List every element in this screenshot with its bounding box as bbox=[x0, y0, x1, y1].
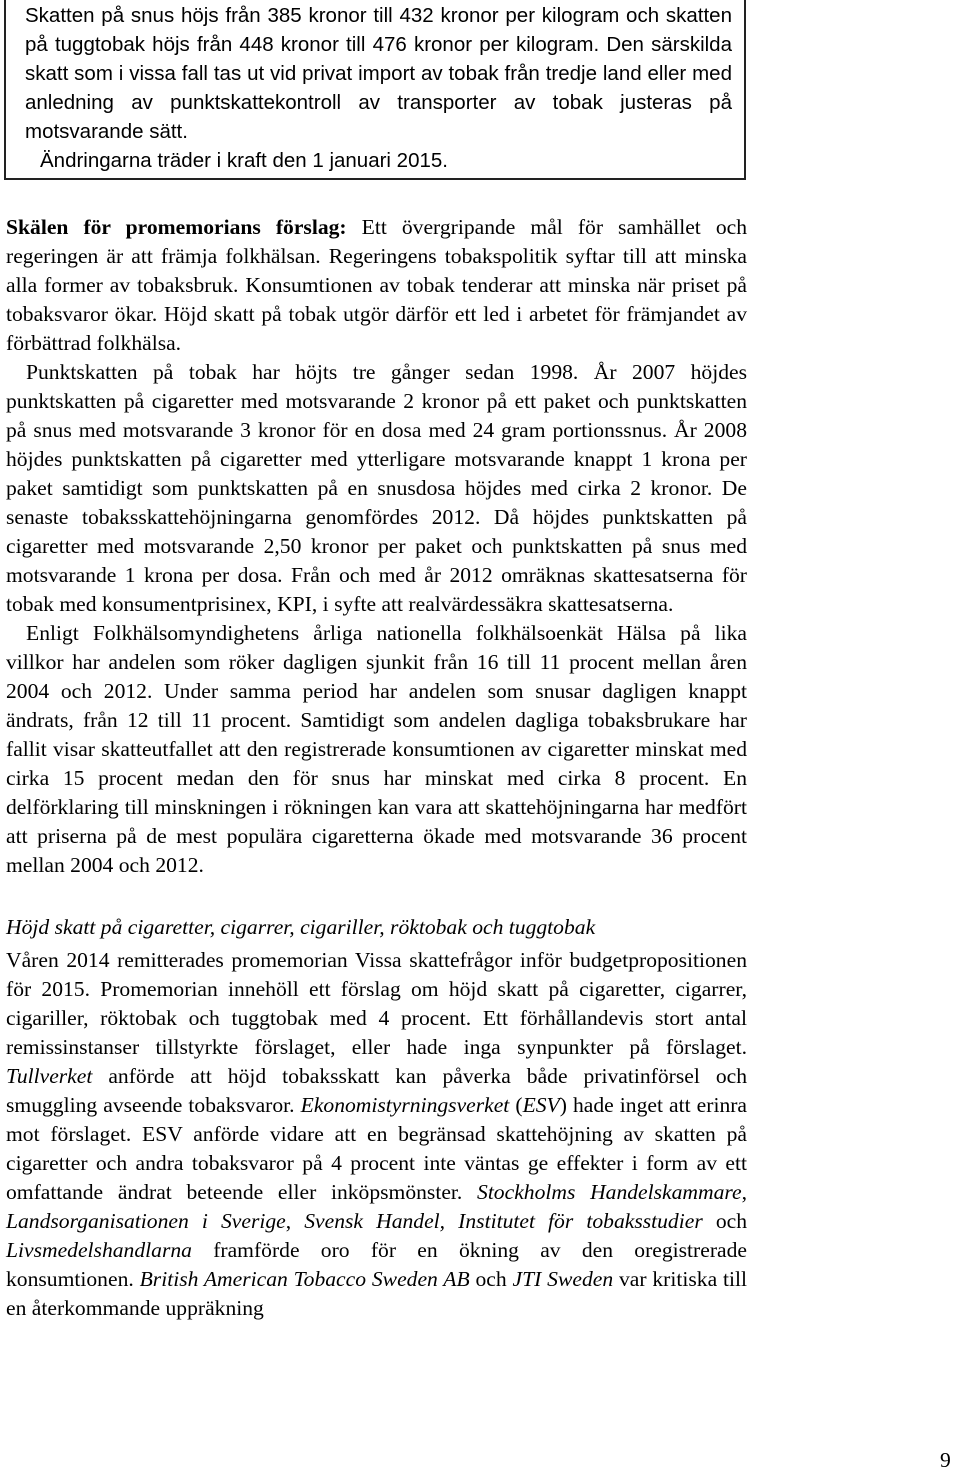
reasons-lead: Skälen för promemorians förslag: bbox=[6, 215, 347, 239]
text-run: , bbox=[741, 1180, 747, 1204]
italic-run: Tullverket bbox=[6, 1064, 93, 1088]
italic-run: Livsmedelshandlarna bbox=[6, 1238, 192, 1262]
italic-run: Ekonomistyrningsverket bbox=[300, 1093, 510, 1117]
italic-run: Landsorganisationen i Sverige bbox=[6, 1209, 286, 1233]
text-run: och bbox=[469, 1267, 513, 1291]
text-run: framförde oro för en ökning av den oregistrerade konsumtionen. bbox=[6, 1238, 747, 1291]
reasons-text: Ett övergripande mål för samhället och regeringen är att främja folkhälsan. Regeringens tobakspolitik syftar till att minska alla former av tobaksbruk. Konsumtionen av tobak tenderar att minska när priset på tobaksvaror ökar. Höjd skatt på tobak utgör därför ett led i arbetet för främjandet av förbättrad folkhälsa. bbox=[6, 215, 748, 355]
consultation-paragraph bbox=[6, 946, 747, 1323]
text-run: anförde att höjd tobaksskatt kan påverka både privatinförsel och smuggling avseende tobaksvaror. bbox=[6, 1064, 747, 1117]
italic-run: Stockholms Handelskammare bbox=[477, 1180, 742, 1204]
text-run: , bbox=[285, 1209, 305, 1233]
reasons-paragraph bbox=[6, 213, 747, 358]
italic-run: British American Tobacco Sweden AB bbox=[139, 1267, 470, 1291]
public-health-paragraph: Enligt Folkhälsomyndighetens årliga nationella folkhälsoenkät Hälsa på lika villkor har andelen som röker dagligen sjunkit från 16 till 11 procent mellan åren 2004 och 2012. Under samma period har andelen som snusar dagligen knappt ändrats, från 12 till 11 procent. Samtidigt som andelen dagliga tobaksbrukare har fallit visar skatteutfallet att den registrerade konsumtionen av cigaretter minskat med cirka 15 procent medan den för snus har minskat med cirka 8 procent. En delförklaring till minskningen i rökningen kan vara att skattehöjningarna har medfört att priserna på de mest populära cigaretterna ökade med motsvarande 36 procent mellan 2004 och 2012. bbox=[6, 621, 747, 877]
effective-date-paragraph: Ändringarna träder i kraft den 1 januari 2015. bbox=[40, 149, 448, 172]
text-run: Våren 2014 remitterades promemorian Vissa skattefrågor inför budgetpropositionen för 2015. Promemorian innehöll ett förslag om höjd skatt på cigaretter, cigarrer, cigariller, röktobak och tuggtobak med 4 procent. Ett förhållandevis stort antal remissinstanser tillstyrkte förslaget, eller hade inga synpunkter på förslaget. bbox=[6, 948, 747, 1059]
italic-run: Svensk Handel, Institutet för tobaksstudier bbox=[304, 1209, 703, 1233]
tax-history-paragraph: Punktskatten på tobak har höjts tre gånger sedan 1998. År 2007 höjdes punktskatten på cigaretter med motsvarande 2 kronor på ett paket och punktskatten på snus med motsvarande 3 kronor för en dosa med 24 gram portionssnus. År 2008 höjdes punktskatten på cigaretter med ytterligare motsvarande knappt 1 krona per paket samtidigt som punktskatten på en snusdosa höjdes med cirka 2 kronor. De senaste tobaksskattehöjningarna genomfördes 2012. Då höjdes punktskatten på cigaretter med motsvarande 2,50 kronor per paket och punktskatten på snus med motsvarande 1 krona per dosa. Från och med år 2012 omräknas skattesatserna för tobak med konsumentprisinex, KPI, i syfte att realvärdessäkra skattesatserna. bbox=[6, 360, 747, 616]
text-run: ( bbox=[509, 1093, 523, 1117]
italic-run: JTI Sweden bbox=[512, 1267, 614, 1291]
text-run: och bbox=[702, 1209, 748, 1233]
summary-box bbox=[4, 0, 746, 180]
page-number: 9 bbox=[940, 1448, 951, 1472]
summary-paragraph: Skatten på snus höjs från 385 kronor till 432 kronor per kilogram och skatten på tuggtobak höjs från 448 kronor till 476 kronor per kilogram. Den särskilda skatt som i vissa fall tas ut vid privat import av tobak från tredje land eller med anledning av punktskattekontroll av transporter av tobak justeras på motsvarande sätt. bbox=[25, 4, 732, 143]
text-run: ) hade inget att erinra mot förslaget. ESV anförde vidare att en begränsad skattehöjning av skatten på cigaretter och andra tobaksvaror på 4 procent inte väntas ge effekter i form av ett omfattande ändrat beteende eller inköpsmönster. bbox=[6, 1093, 748, 1204]
text-run: var kritiska till en återkommande uppräkning bbox=[6, 1267, 747, 1320]
section-heading: Höjd skatt på cigaretter, cigarrer, cigariller, röktobak och tuggtobak bbox=[6, 915, 596, 939]
italic-run: ESV bbox=[522, 1093, 560, 1117]
main-text bbox=[6, 213, 747, 1323]
